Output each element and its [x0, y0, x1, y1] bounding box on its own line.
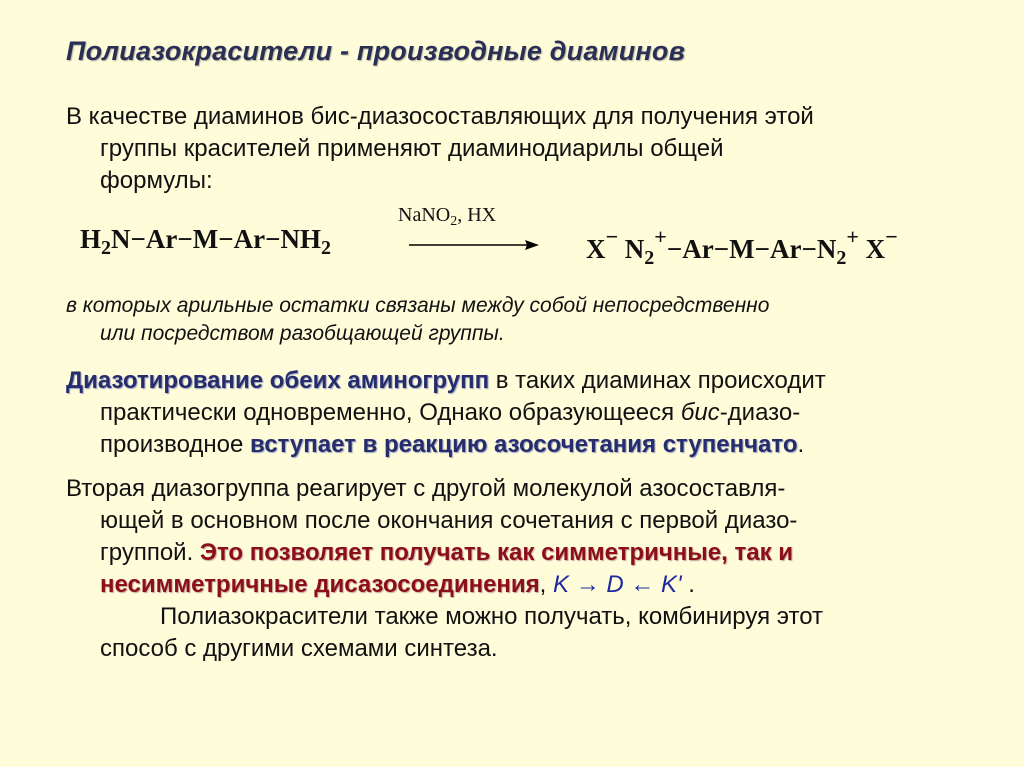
combination-line-2: способ с другими схемами синтеза.	[100, 635, 498, 662]
reaction-conditions: NaNO$_2$, HX	[398, 204, 497, 229]
second-diazo-line-2: ющей в основном после окончания сочетания с первой диазо-	[100, 507, 798, 534]
second-diazo-line-3: группой. Это позволяет получать как симметричные, так и	[100, 539, 794, 566]
intro-line-1: В качестве диаминов бис-диазосоставляющих для получения этой	[66, 103, 814, 130]
aryl-note-line-2: или посредством разобщающей группы.	[100, 322, 505, 345]
diazotization-line-2: практически одновременно, Однако образующееся бис-диазо-	[100, 399, 801, 426]
intro-line-3: формулы:	[100, 167, 213, 194]
reaction-equation	[66, 200, 966, 275]
second-diazo-paragraph	[66, 473, 966, 665]
intro-line-2: группы красителей применяют диаминодиарилы общей	[100, 135, 724, 162]
slide-title: Полиазокрасители - производные диаминов	[66, 36, 686, 66]
reactant-formula: $H_2N-Ar-M-Ar-NH_2$	[80, 224, 332, 259]
diazotization-line-3: производное вступает в реакцию азосочетания ступенчато.	[100, 431, 805, 458]
aryl-note	[66, 292, 966, 348]
highlight-disazo: несимметричные дисазосоединения	[100, 571, 540, 598]
highlight-diazotization: Диазотирование обеих аминогрупп	[66, 367, 490, 394]
highlight-symmetric: Это позволяет получать как симметричные, так и	[199, 539, 794, 566]
product-formula: X− $N_2^+-Ar-M-Ar-N_2^+$ X−	[586, 224, 898, 269]
combination-line-1: Полиазокрасители также можно получать, комбинируя этот	[160, 603, 823, 630]
second-diazo-line-4: несимметричные дисазосоединения, K → D ← K' .	[100, 571, 695, 598]
reaction-arrow-icon	[409, 238, 539, 252]
diazotization-paragraph	[66, 365, 966, 461]
coupling-scheme: K → D ← K'	[553, 571, 682, 598]
aryl-note-line-1: в которых арильные остатки связаны между собой непосредственно	[66, 294, 770, 317]
highlight-stepwise-coupling: вступает в реакцию азосочетания ступенчато	[250, 431, 798, 458]
second-diazo-line-1: Вторая диазогруппа реагирует с другой молекулой азосоставля-	[66, 475, 786, 502]
diazotization-line-1: Диазотирование обеих аминогрупп в таких диаминах происходит	[66, 367, 826, 394]
intro-paragraph	[66, 101, 966, 197]
